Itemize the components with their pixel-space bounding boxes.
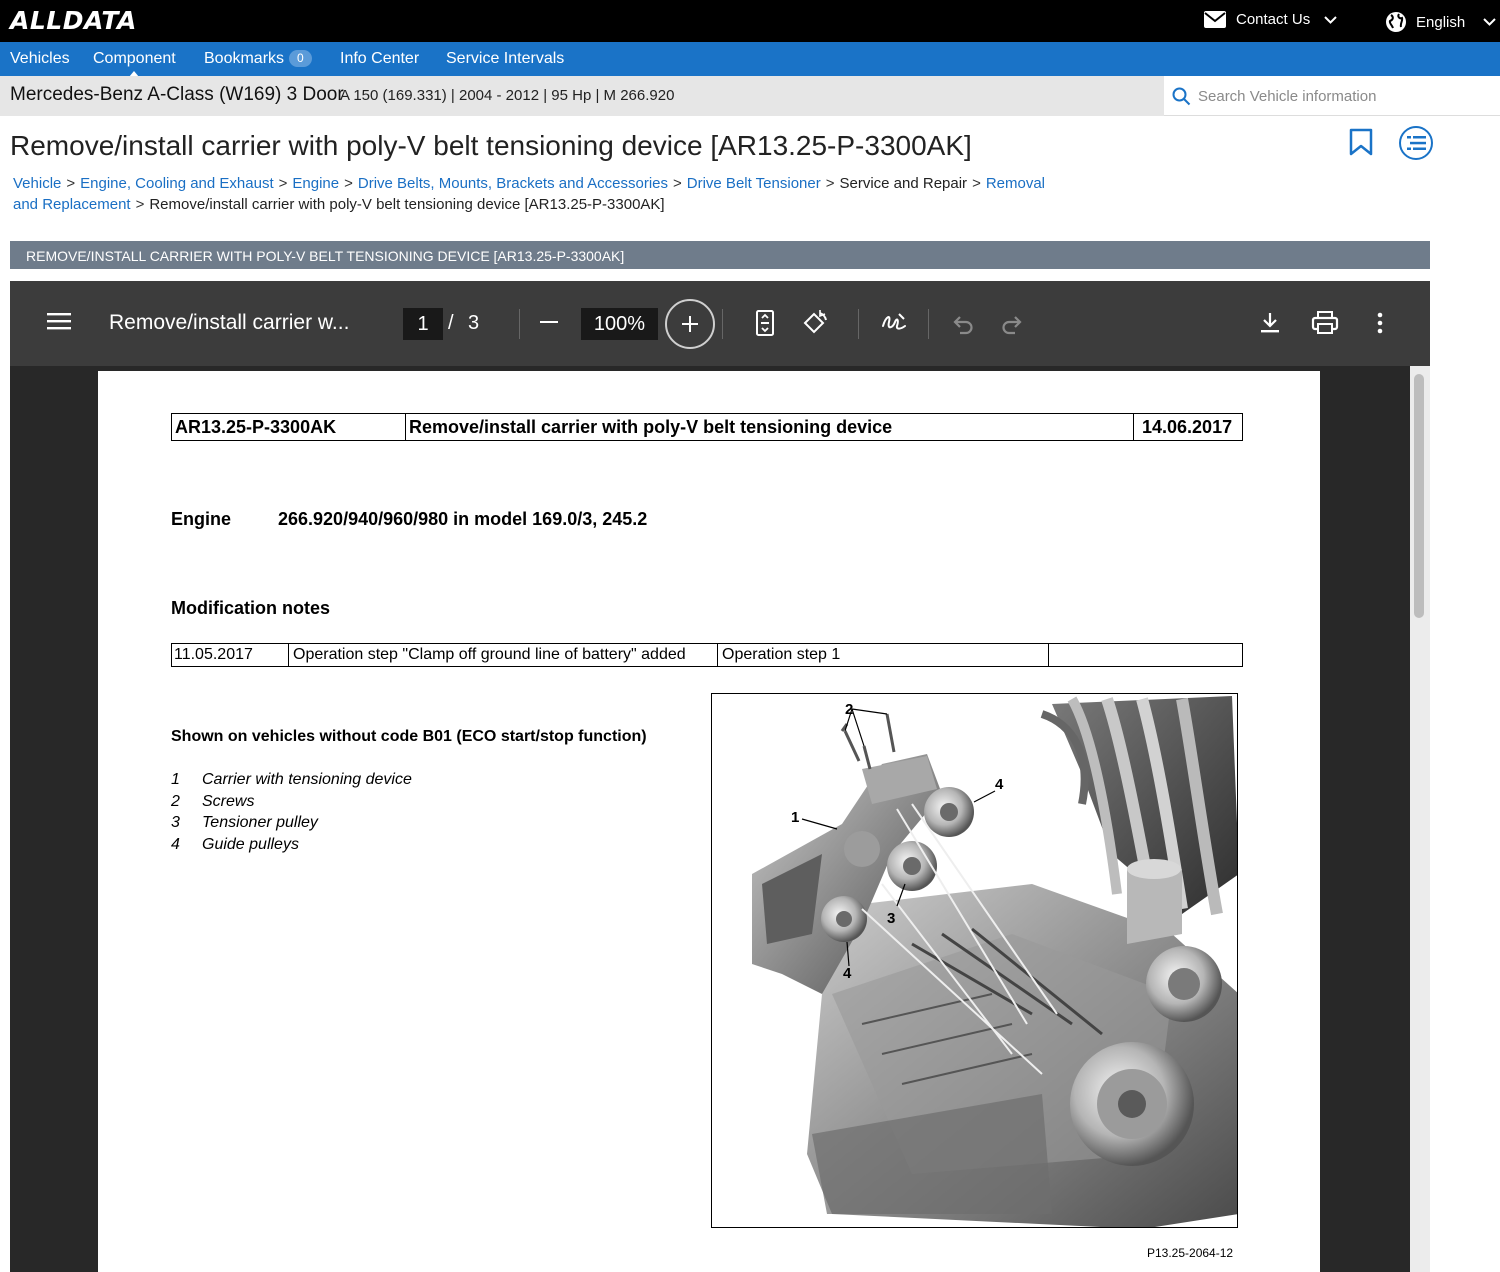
engine-value: 266.920/940/960/980 in model 169.0/3, 245.2 xyxy=(278,509,648,529)
toolbar-divider xyxy=(858,309,859,339)
zoom-out-button[interactable] xyxy=(540,321,558,323)
vehicle-details: A 150 (169.331) | 2004 - 2012 | 95 Hp | M 266.920 xyxy=(340,87,675,104)
breadcrumb-separator: > xyxy=(344,175,353,192)
legend-number: 2 xyxy=(171,792,180,810)
search-input[interactable] xyxy=(1198,85,1488,107)
document-code: AR13.25-P-3300AK xyxy=(172,414,406,440)
modification-notes-heading: Modification notes xyxy=(171,598,330,618)
callout-1: 1 xyxy=(791,809,800,826)
redo-icon[interactable] xyxy=(1001,310,1023,336)
pdf-toolbar xyxy=(10,281,1430,366)
annotate-icon[interactable] xyxy=(881,310,907,336)
shown-on-heading: Shown on vehicles without code B01 (ECO start/stop function) xyxy=(171,728,647,745)
breadcrumb-separator: > xyxy=(66,175,76,192)
legend-number: 4 xyxy=(171,835,180,853)
rotate-icon[interactable] xyxy=(800,310,828,336)
nav-bookmarks[interactable] xyxy=(204,50,312,68)
mail-icon xyxy=(1204,11,1226,28)
document-title: Remove/install carrier with poly-V belt tensioning device xyxy=(406,414,1134,440)
mod-step: Operation step 1 xyxy=(718,644,1049,666)
callout-3: 3 xyxy=(887,910,896,927)
callout-4-bottom: 4 xyxy=(843,965,852,982)
legend-text: Carrier with tensioning device xyxy=(202,771,412,788)
breadcrumb-engine[interactable]: Engine xyxy=(292,175,340,192)
contact-us-menu[interactable] xyxy=(1204,11,1347,28)
list-icon xyxy=(1407,135,1426,151)
top-bar xyxy=(0,0,1500,42)
pdf-document-title: Remove/install carrier w... xyxy=(109,311,350,334)
breadcrumb xyxy=(13,173,1053,215)
breadcrumb-removal-replacement[interactable]: Removal and Replacement xyxy=(13,175,1046,213)
mod-extra xyxy=(1049,644,1242,666)
legend-text: Guide pulleys xyxy=(202,835,299,853)
legend-number: 1 xyxy=(171,771,180,788)
search-icon[interactable] xyxy=(1172,87,1191,106)
nav-vehicles[interactable]: Vehicles xyxy=(10,50,70,67)
toolbar-divider xyxy=(519,309,520,339)
zoom-in-button[interactable] xyxy=(665,299,715,349)
print-icon[interactable] xyxy=(1311,310,1339,336)
contact-us-label: Contact Us xyxy=(1236,11,1311,28)
breadcrumb-separator: > xyxy=(972,175,981,192)
engine-drawing xyxy=(712,694,1238,1228)
callout-2: 2 xyxy=(845,701,854,718)
breadcrumb-drive-belts[interactable]: Drive Belts, Mounts, Brackets and Accessories xyxy=(357,175,668,192)
download-icon[interactable] xyxy=(1259,310,1281,336)
page-separator: / xyxy=(448,312,454,334)
callout-4-top: 4 xyxy=(995,776,1004,793)
language-label: English xyxy=(1416,13,1466,31)
breadcrumb-separator: > xyxy=(673,175,682,192)
breadcrumb-current: Remove/install carrier with poly-V belt tensioning device [AR13.25-P-3300AK] xyxy=(149,196,665,213)
mod-note: Operation step "Clamp off ground line of battery" added xyxy=(289,644,718,666)
section-header: REMOVE/INSTALL CARRIER WITH POLY-V BELT TENSIONING DEVICE [AR13.25-P-3300AK] xyxy=(10,241,1430,269)
document-header-table xyxy=(171,413,1243,441)
nav-service-intervals[interactable]: Service Intervals xyxy=(446,50,565,67)
breadcrumb-engine-cooling-exhaust[interactable]: Engine, Cooling and Exhaust xyxy=(80,175,274,192)
alldata-logo[interactable]: ALLDATA xyxy=(10,6,137,35)
page-number-input[interactable]: 1 xyxy=(403,308,443,340)
fit-page-icon[interactable] xyxy=(756,310,774,336)
more-options-icon[interactable] xyxy=(1376,310,1384,336)
vehicle-search xyxy=(1164,76,1500,116)
vehicle-bar xyxy=(0,76,1164,116)
breadcrumb-service-repair: Service and Repair xyxy=(839,175,968,192)
breadcrumb-vehicle[interactable]: Vehicle xyxy=(13,175,62,192)
nav-bookmarks-label: Bookmarks xyxy=(204,50,285,67)
toolbar-divider xyxy=(722,309,723,339)
legend-number: 3 xyxy=(171,814,180,831)
nav-component[interactable]: Component xyxy=(93,50,176,67)
nav-info-center[interactable]: Info Center xyxy=(340,50,420,67)
bookmark-button[interactable] xyxy=(1349,128,1373,161)
zoom-level-input[interactable]: 100% xyxy=(581,308,658,340)
breadcrumb-separator: > xyxy=(278,175,288,192)
table-of-contents-button[interactable] xyxy=(1399,126,1433,160)
engine-label: Engine xyxy=(171,509,232,529)
bookmarks-count-badge: 0 xyxy=(289,50,312,67)
scrollbar-thumb[interactable] xyxy=(1414,374,1424,618)
vehicle-name[interactable]: Mercedes-Benz A-Class (W169) 3 Door xyxy=(10,84,344,105)
language-menu[interactable] xyxy=(1385,11,1496,33)
breadcrumb-separator: > xyxy=(825,175,835,192)
legend-text: Screws xyxy=(202,792,255,810)
breadcrumb-drive-belt-tensioner[interactable]: Drive Belt Tensioner xyxy=(686,175,821,192)
pdf-page xyxy=(98,371,1320,1272)
page-title: Remove/install carrier with poly-V belt tensioning device [AR13.25-P-3300AK] xyxy=(10,130,972,161)
bookmark-icon xyxy=(1349,128,1373,156)
total-pages: 3 xyxy=(468,312,480,334)
menu-icon[interactable] xyxy=(47,312,71,330)
mod-date: 11.05.2017 xyxy=(172,644,289,666)
globe-icon xyxy=(1385,11,1407,33)
pdf-scrollbar[interactable] xyxy=(1410,366,1430,1272)
document-date: 14.06.2017 xyxy=(1142,417,1233,437)
pdf-viewer xyxy=(10,281,1430,1272)
legend-text: Tensioner pulley xyxy=(202,814,318,831)
undo-icon[interactable] xyxy=(952,310,974,336)
engine-illustration xyxy=(711,693,1238,1228)
chevron-down-icon xyxy=(1483,18,1496,26)
toolbar-divider xyxy=(928,309,929,339)
modification-notes-table xyxy=(171,643,1243,667)
main-nav xyxy=(0,42,1500,76)
chevron-down-icon xyxy=(1324,16,1337,24)
figure-reference: P13.25-2064-12 xyxy=(1147,1246,1234,1260)
breadcrumb-separator: > xyxy=(135,196,145,213)
